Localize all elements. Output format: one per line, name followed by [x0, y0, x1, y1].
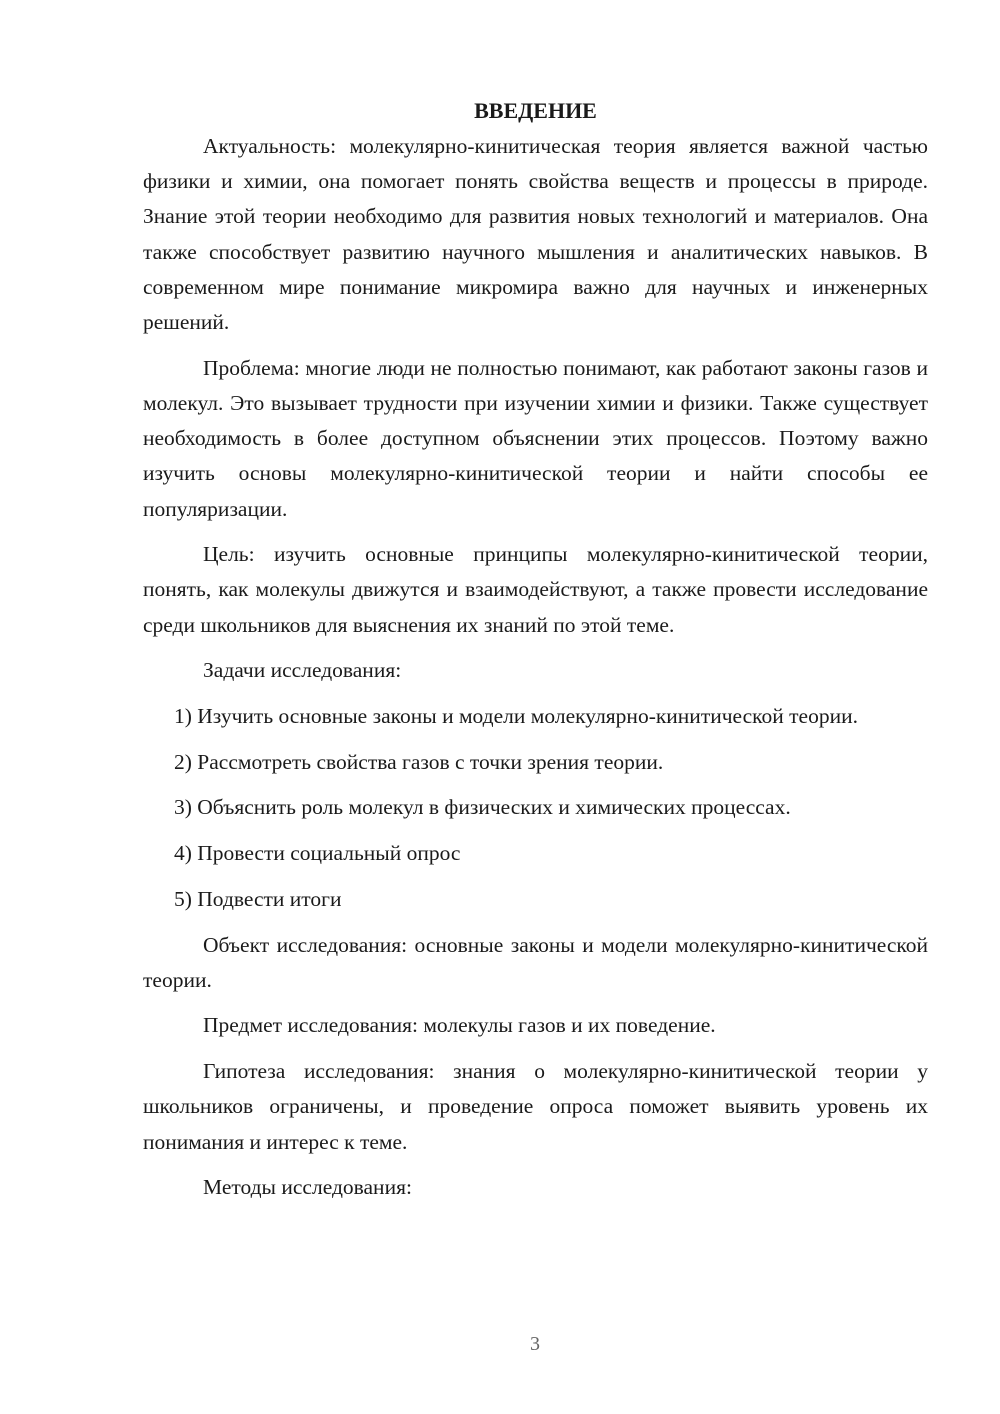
section-title: ВВЕДЕНИЕ [474, 98, 597, 123]
task-item-4: 4) Провести социальный опрос [174, 841, 461, 866]
task-item-2: 2) Рассмотреть свойства газов с точки зрения теории. [174, 749, 664, 774]
page-number: 3 [530, 1333, 540, 1355]
paragraph-relevance: Актуальность: молекулярно-кинитическая теория является важной частью физики и химии, она помогает понять свойства веществ и процессы в природе. Знание этой теории необходимо для развития новых технологий и материалов. Она также способствует развитию научного мышления и аналитических навыков. В современном мире понимание микромира важно для научных и инженерных решений. [143, 134, 928, 335]
paragraph-goal: Цель: изучить основные принципы молекулярно-кинитической теории, понять, как молекулы движутся и взаимодействуют, а также провести исследование среди школьников для выяснения их знаний по этой теме. [143, 542, 928, 637]
paragraph-problem: Проблема: многие люди не полностью понимают, как работают законы газов и молекул. Это вызывает трудности при изучении химии и физики. Также существует необходимость в более доступном объяснении этих процессов. Поэтому важно изучить основы молекулярно-кинитической теории и найти способы ее популяризации. [143, 355, 928, 521]
task-item-1: 1) Изучить основные законы и модели молекулярно-кинитической теории. [174, 704, 858, 729]
task-item-3: 3) Объяснить роль молекул в физических и химических процессах. [174, 795, 791, 820]
task-item-5: 5) Подвести итоги [174, 886, 342, 911]
tasks-heading: Задачи исследования: [203, 658, 402, 683]
paragraph-object: Объект исследования: основные законы и модели молекулярно-кинитической теории. [143, 932, 928, 992]
paragraph-subject: Предмет исследования: молекулы газов и их поведение. [203, 1013, 716, 1038]
methods-heading: Методы исследования: [203, 1175, 412, 1200]
paragraph-hypothesis: Гипотеза исследования: знания о молекулярно-кинитической теории у школьников ограничены, и проведение опроса поможет выявить уровень их понимания и интерес к теме. [143, 1059, 928, 1154]
document-page [143, 96, 928, 1205]
